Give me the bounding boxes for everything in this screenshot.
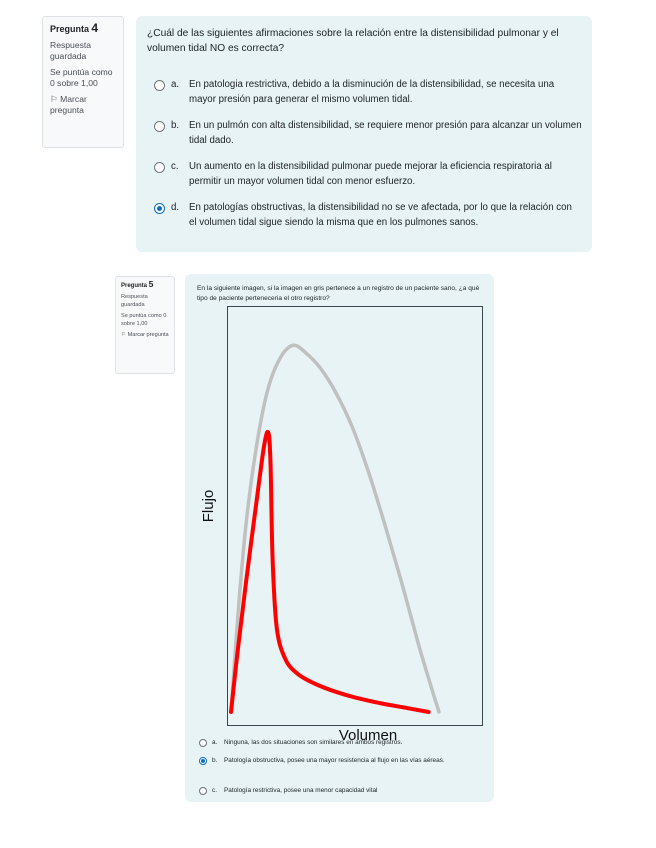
question-4-info xyxy=(42,16,124,148)
option-letter: b. xyxy=(212,757,218,764)
question-grade: Se puntúa como 0 sobre 1,00 xyxy=(50,67,113,88)
radio-button[interactable] xyxy=(199,787,207,795)
option-text: En patologías obstructivas, la distensibilidad no se ve afectada, por lo que la relación con el volumen tidal sigue siendo la misma que en los pulmones sanos. xyxy=(189,202,572,228)
question-text: En la siguiente imagen, si la imagen en gris pertenece a un registro de un paciente sano, ¿a qué tipo de paciente perteneceria el otro registro? xyxy=(197,285,480,302)
question-state: Respuesta guardada xyxy=(121,294,148,308)
flag-question-link[interactable] xyxy=(50,94,116,116)
series-line-healthy xyxy=(231,345,439,712)
question-state: Respuesta guardada xyxy=(50,40,92,61)
answer-option-c[interactable] xyxy=(154,160,582,189)
question-5-content xyxy=(185,274,494,802)
option-text: En un pulmón con alta distensibilidad, se requiere menor presión para alcanzar un volumen tidal dado. xyxy=(189,120,582,146)
option-text: Un aumento en la distensibilidad pulmonar puede mejorar la eficiencia respiratoria al permitir un mayor volumen tidal con menor esfuerzo. xyxy=(189,161,552,187)
question-text: ¿Cuál de las siguientes afirmaciones sobre la relación entre la distensibilidad pulmonar y el volumen tidal NO es correcta? xyxy=(147,28,559,54)
answer-option-d[interactable] xyxy=(154,201,582,230)
option-letter: b. xyxy=(171,120,180,131)
chart-frame xyxy=(228,307,483,726)
radio-button-selected[interactable] xyxy=(199,757,207,765)
option-letter: c. xyxy=(171,161,179,172)
option-text: Patología restrictiva, posee una menor capacidad vital xyxy=(224,787,378,794)
question-number: 4 xyxy=(91,21,99,35)
question-4-content xyxy=(136,16,592,252)
flag-question-label: Marcar pregunta xyxy=(50,94,87,115)
question-label: Pregunta xyxy=(50,24,90,34)
flag-question-link[interactable] xyxy=(121,332,169,339)
question-number: 5 xyxy=(148,279,154,289)
flag-icon: ⚐ xyxy=(121,332,127,339)
option-letter: a. xyxy=(171,79,180,90)
flag-question-label: Marcar pregunta xyxy=(127,332,169,339)
option-letter: d. xyxy=(171,202,180,213)
answer-option-a[interactable] xyxy=(154,78,582,107)
radio-button[interactable] xyxy=(154,80,165,91)
question-5-info xyxy=(115,276,175,374)
radio-button[interactable] xyxy=(154,121,165,132)
radio-button-selected[interactable] xyxy=(154,203,165,214)
y-axis-label: Flujo xyxy=(200,489,217,523)
option-text: Patología obstructiva, posee una mayor resistencia al flujo en las vías aéreas. xyxy=(224,757,445,764)
question-label: Pregunta xyxy=(121,283,148,289)
answer-option-a[interactable] xyxy=(199,738,485,748)
answer-option-b[interactable] xyxy=(154,119,582,148)
option-letter: c. xyxy=(212,787,217,794)
radio-button[interactable] xyxy=(154,162,165,173)
option-letter: a. xyxy=(212,739,218,746)
flag-icon: ⚐ xyxy=(50,94,58,104)
question-grade: Se puntúa como 0 sobre 1,00 xyxy=(121,313,167,327)
answer-option-b[interactable] xyxy=(199,756,485,766)
x-axis-label: Volumen xyxy=(338,727,398,744)
option-text: Ninguna, las dos situaciones son similares en ambos registros. xyxy=(224,739,403,746)
radio-button[interactable] xyxy=(199,739,207,747)
option-text: En patologia restrictiva, debido a la disminución de la distensibilidad, se necesita una mayor presión para generar el mismo volumen tidal. xyxy=(189,79,555,105)
answer-option-c[interactable] xyxy=(199,786,485,796)
